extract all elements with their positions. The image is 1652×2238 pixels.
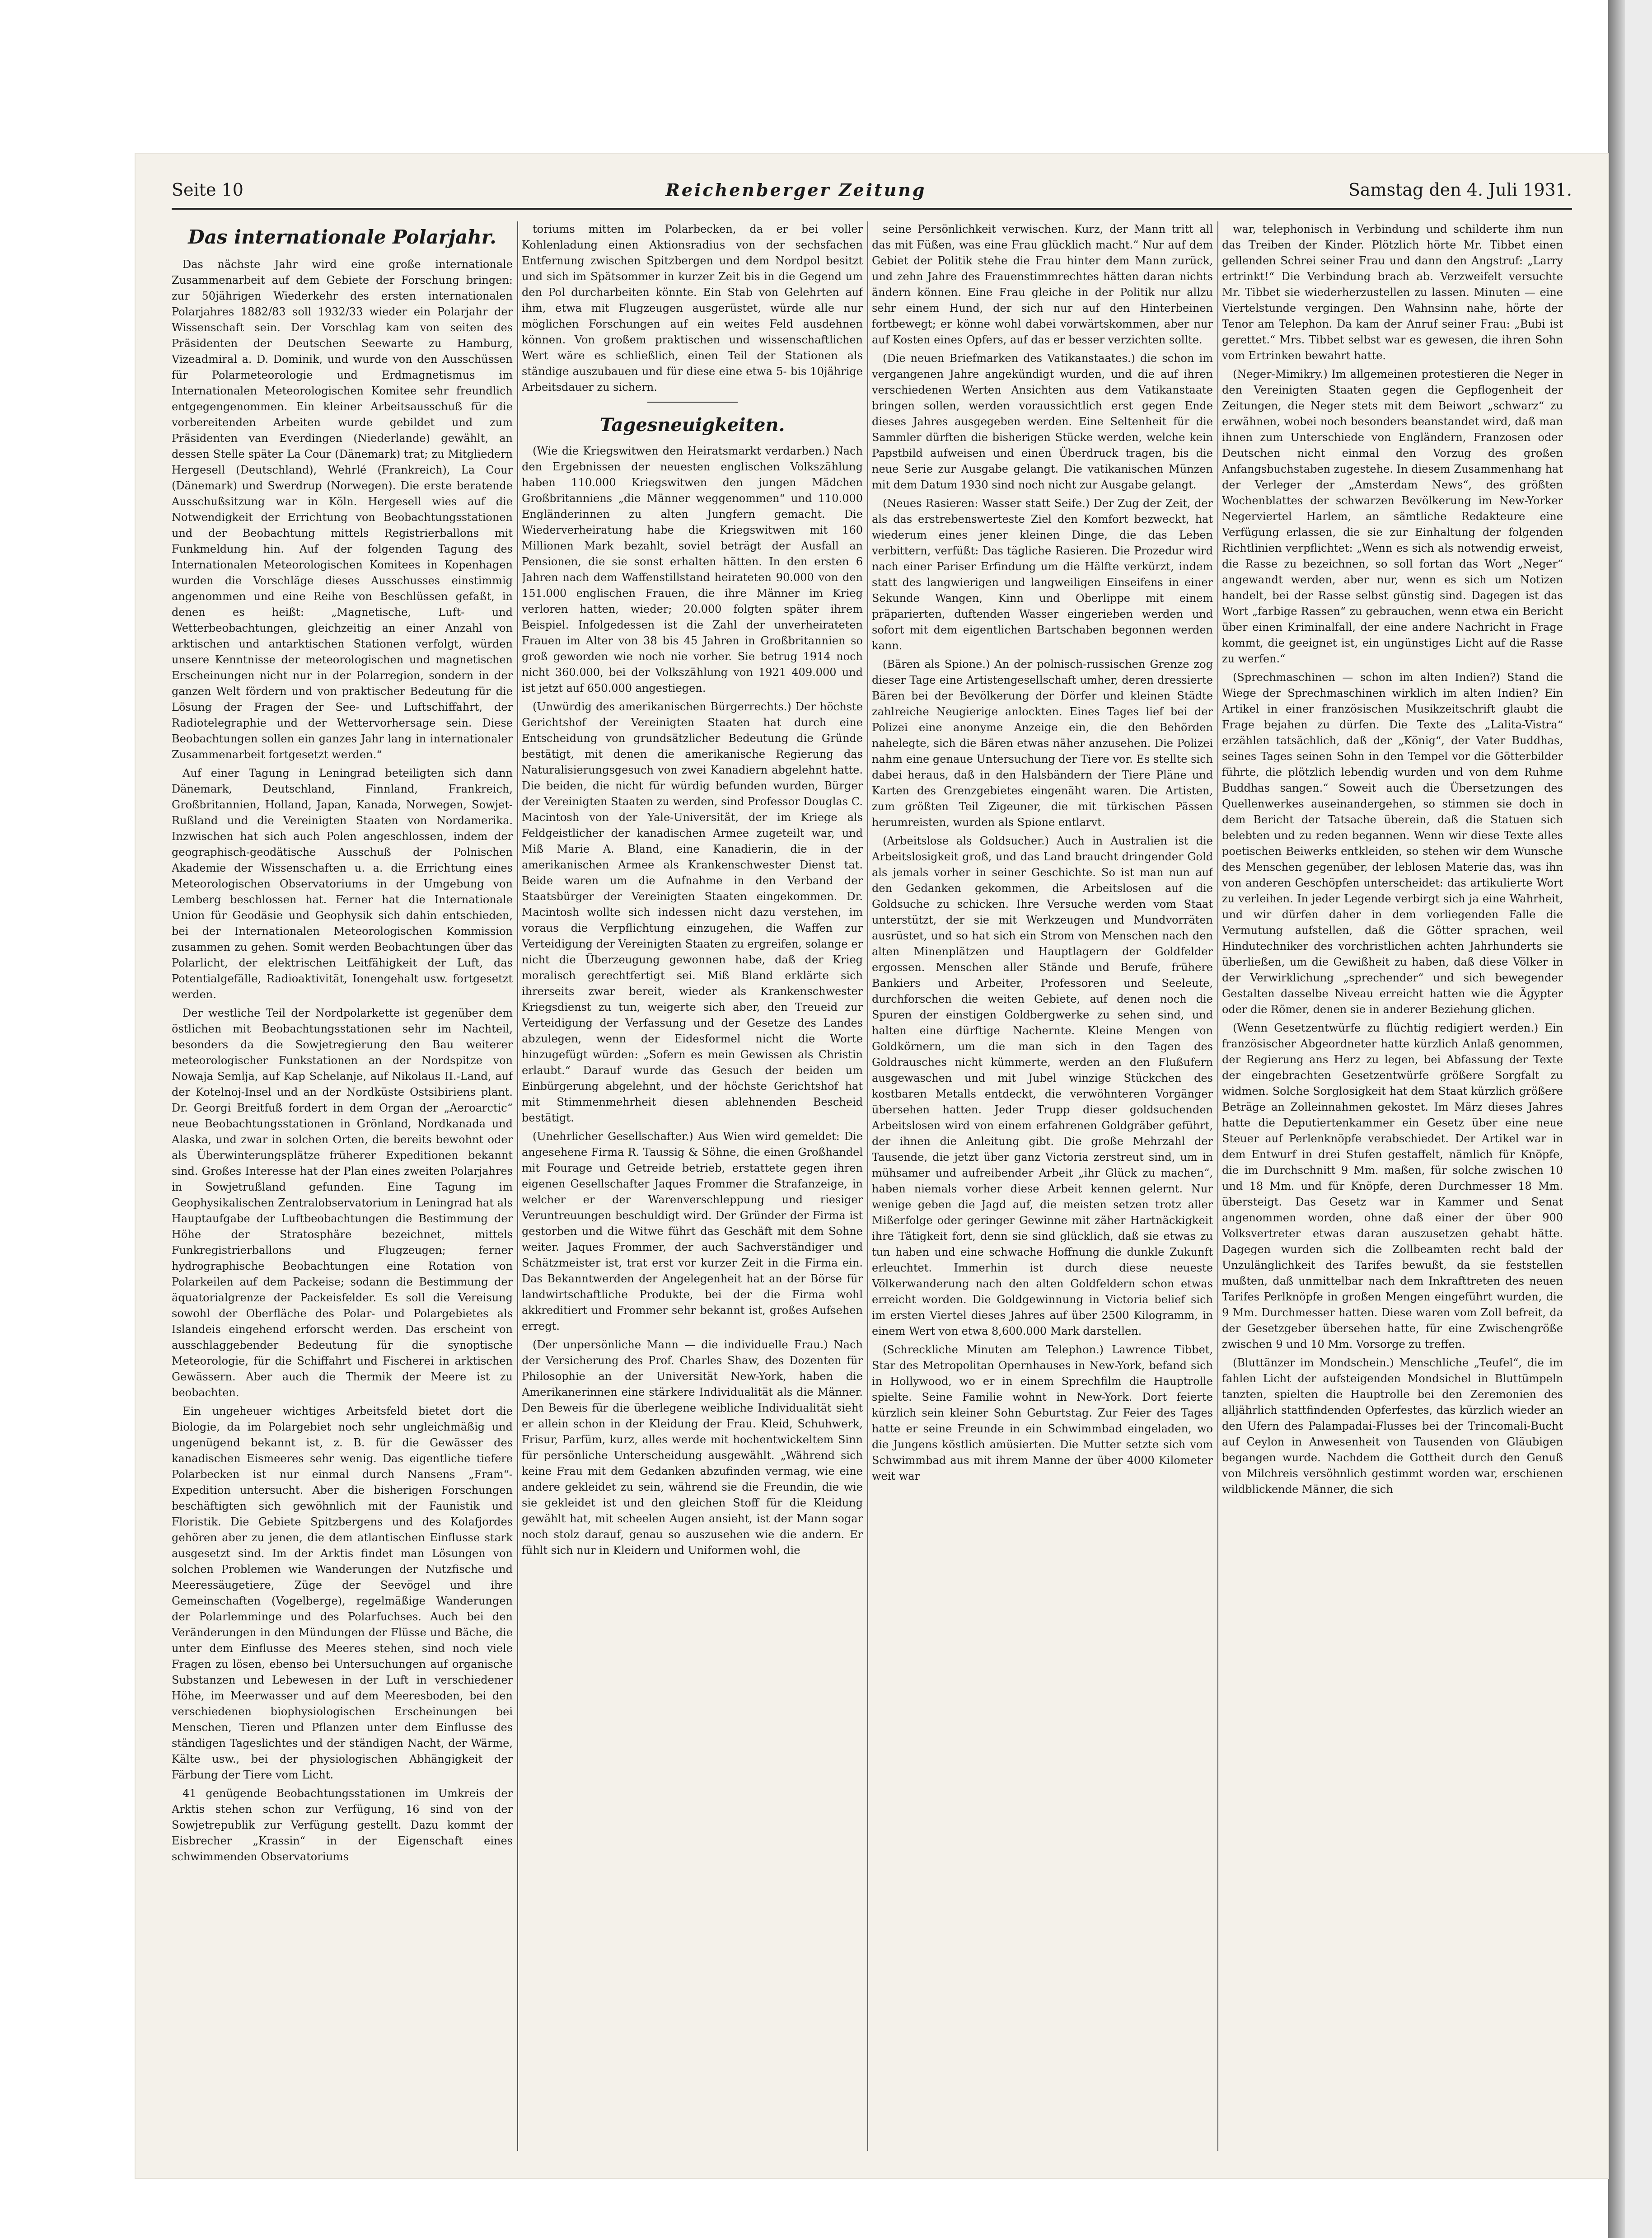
newspaper-page: [136, 154, 1608, 2178]
paragraph: Ein ungeheuer wichtiges Arbeitsfeld bietet dort die Biologie, da im Polargebiet noch sehr ungleichmäßig und ungenügend bekannt ist, z. B. für die Gewässer des kanadischen Eismeeres sehr wenig. Das eigentliche tiefere Polarbecken ist nur einmal durch Nansens „Fram“-Expedition untersucht. Aber die bisherigen Forschungen beschäftigten sich gewöhnlich mit der Faunistik und Floristik. Die Gebiete Spitzbergens und des Kolafjordes gehören aber zu jenen, die dem atlantischen Einflusse stark ausgesetzt sind. Im der Arktis findet man Lösungen von solchen Problemen wie Wanderungen der Nutzfische und Meeressäugetiere, Züge der Seevögel und ihre Gemeinschaften (Vogelberge), regelmäßige Wanderungen der Polarlemminge und des Polarfuchses. Auch bei den Veränderungen in den Mündungen der Flüsse und Bäche, die unter dem Einflusse des Meeres stehen, sind noch viele Fragen zu lösen, ebenso bei Untersuchungen auf organische Substanzen und Lebewesen in der Luft in verschiedener Höhe, im Meerwasser und auf dem Meeresboden, bei den verschiedenen biophysiologischen Erscheinungen bei Menschen, Tieren und Pflanzen unter dem Einflusse des ständigen Tageslichtes und der ständigen Nacht, der Wärme, Kälte usw., bei der physiologischen Abhängigkeit der Färbung der Tiere vom Licht.: [172, 1405, 513, 1781]
news-item: (Wenn Gesetzentwürfe zu flüchtig redigiert werden.) Ein französischer Abgeordneter hatte kürzlich Anlaß genommen, der Regierung ans Herz zu legen, bei Abfassung der Texte der eingebrachten Gesetzentwürfe größere Sorgfalt zu widmen. Solche Sorglosigkeit hat dem Staat kürzlich größere Beträge an Zolleinnahmen gekostet. Im März dieses Jahres hatte die Deputiertenkammer ein Gesetz über eine neue Steuer auf Perlenknöpfe verabschiedet. Der Artikel war in dem Entwurf in drei Stufen gestaffelt, nämlich für Knöpfe, die im Durchschnitt 9 Mm. maßen, für solche zwischen 10 und 18 Mm. und für Knöpfe, deren Durchmesser 18 Mm. übersteigt. Das Gesetz war in Kammer und Senat angenommen worden, ohne daß einer der über 900 Volksvertreter etwas daran auszusetzen gehabt hätte. Dagegen wurden sich die Zollbeamten recht bald der Unzulänglichkeit des Tarifes bewußt, da sie feststellen mußten, daß unmittelbar nach dem Inkrafttreten des neuen Tarifes Perlknöpfe in großen Mengen eingeführt wurden, die 9 Mm. Durchmesser hatten. Diese waren vom Zoll befreit, da der Gesetzgeber übersehen hatte, für eine Zwischengröße zwischen 9 und 10 Mm. Vorsorge zu treffen.: [1222, 1022, 1563, 1351]
paragraph: Das nächste Jahr wird eine große internationale Zusammenarbeit auf dem Gebiete der Forschung bringen: zur 50jährigen Wiederkehr des ersten internationalen Polarjahres 1882/83 soll 1932/33 wieder ein Polarjahr der Wissenschaft sein. Der Vorschlag kam von seiten des Präsidenten der Deutschen Seewarte zu Hamburg, Vizeadmiral a. D. Dominik, und wurde von den Ausschüssen für Polarmeteorologie und Erdmagnetismus im Internationalen Meteorologischen Komitee sehr freundlich entgegengenommen. Ein kleiner Arbeitsausschuß für die vorbereitenden Arbeiten wurde gebildet und zum Präsidenten van Everdingen (Niederlande) gewählt, an dessen Stelle später La Cour (Dänemark) trat; zu Mitgliedern Hergesell (Deutschland), Wehrlé (Frankreich), La Cour (Dänemark) und Swerdrup (Norwegen). Die erste beratende Ausschußsitzung war in Köln. Hergesell wies auf die Notwendigkeit der Errichtung von Beobachtungsstationen und der Beobachtung mittels Registrierballons mit Funkmeldung hin. Auf der folgenden Tagung des Internationalen Meteorologischen Komitees in Kopenhagen wurden die Vorschläge dieses Ausschusses einstimmig angenommen und eine Reihe von Beschlüssen gefaßt, in denen es heißt: „Magnetische, Luft- und Wetterbeobachtungen, gleichzeitig an einer Anzahl von arktischen und antarktischen Stationen verfolgt, würden unsere Kenntnisse der meteorologischen und magnetischen Erscheinungen nicht nur in der Polarregion, sondern in der ganzen Welt fördern und von praktischer Bedeutung für die Lösung der Fragen der See- und Luftschiffahrt, der Radiotelegraphie und der Wettervorhersage sein. Diese Beobachtungen sollen ein ganzes Jahr lang in internationaler Zusammenarbeit fortgesetzt werden.“: [172, 258, 513, 761]
column-1: [172, 221, 513, 2151]
section-rule: [647, 402, 738, 403]
page-header: [172, 172, 1572, 208]
article-title-polarjahr: Das internationale Polarjahr.: [188, 226, 496, 248]
news-item: (Neger-Mimikry.) Im allgemeinen protestieren die Neger in den Vereinigten Staaten gegen die Gepflogenheit der Zeitungen, die Neger stets mit dem Beiwort „schwarz“ zu erwähnen, wobei noch besonders beanstandet wird, daß man ihnen zum Unterschiede von Engländern, Franzosen oder Deutschen nicht einmal den Vorzug des großen Anfangsbuchstaben zugestehe. In diesem Zusammenhang hat der Verleger der „Amsterdam News“, des größten Wochenblattes der schwarzen Bevölkerung im New-Yorker Negerviertel Harlem, an sämtliche Redakteure eine Verfügung erlassen, die sie zur Einhaltung der folgenden Richtlinien verpflichtet: „Wenn es sich als notwendig erweist, die Rasse zu bezeichnen, so soll fortan das Wort „Neger“ angewandt werden, aber nur, wenn es sich um Notizen handelt, bei der Rasse selbst günstig sind. Dagegen ist das Wort „farbige Rassen“ zu gebrauchen, wenn etwa ein Bericht über einen Kriminalfall, der eine andere Nachricht in Frage kommt, die geeignet ist, ein ungünstiges Licht auf die Rasse zu werfen.“: [1222, 368, 1563, 665]
column-divider: [1217, 221, 1218, 2151]
news-item: (Der unpersönliche Mann — die individuelle Frau.) Nach der Versicherung des Prof. Charles Shaw, des Dozenten für Philosophie an der Universität New-York, haben die Amerikanerinnen eine stärkere Individualität als die Männer. Den Beweis für die überlegene weibliche Individualität sieht er allein schon in der Kleidung der Frau. Kleid, Schuhwerk, Frisur, Parfüm, kurz, alles werde mit hochentwickeltem Sinn für persönliche Unterscheidung ausgewählt. „Während sich keine Frau mit dem Gedanken abzufinden vermag, wie eine andere gekleidet zu sein, während sie die Freundin, die wie sie gekleidet ist und den gleichen Stoff für die Kleidung gewählt hat, mit scheelen Augen ansieht, ist der Mann sogar noch stolz darauf, genau so auszusehen wie die andern. Er fühlt sich nur in Kleidern und Uniformen wohl, die: [522, 1338, 863, 1557]
news-item: (Sprechmaschinen — schon im alten Indien?) Stand die Wiege der Sprechmaschinen wirklich im alten Indien? Ein Artikel in einer französischen Musikzeitschrift glaubt die Frage bejahen zu dürfen. Die Texte des „Lalita-Vistra“ erzählen tatsächlich, daß der „König“, der Vater Buddhas, seines Tages seinen Sohn in den Tempel vor die Götterbilder führte, die plötzlich lebendig wurden und von dem Ruhme Buddhas sangen.“ Soweit auch die Übersetzungen des Quellenwerkes auseinandergehen, so stimmen sie doch in dem Bericht der Tatsache überein, daß die Statuen sich belebten und zu reden begannen. Wenn wir diese Texte alles poetischen Beiwerks entkleiden, so stehen wir dem Wunsche des Menschen gegenüber, der leblosen Materie das, was ihn von anderen Geschöpfen unterscheidet: das artikulierte Wort zu verleihen. In jeder Legende verbirgt sich ja eine Wahrheit, und wir dürfen daher in dem vorliegenden Falle die Vermutung aufstellen, daß die Götter sprachen, weil Hindutechniker des vorchristlichen achten Jahrhunderts sie überließen, um die Gewißheit zu haben, daß diese Völker in der Verwirklichung „sprechender“ und sich bewegender Gestalten dasselbe Niveau erreicht hatten wie die Ägypter oder die Römer, denen sie in anderer Beziehung glichen.: [1222, 671, 1563, 1016]
news-item: (Bluttänzer im Mondschein.) Menschliche „Teufel“, die im fahlen Licht der aufsteigenden Mondsichel in Bluttümpeln tanzten, spielten die Hauptrolle bei den Zeremonien des alljährlich stattfindenden Opferfestes, das kürzlich wieder an den Ufern des Palampadai-Flusses bei der Trincomali-Bucht auf Ceylon in Anwesenheit von Tausenden von Gläubigen begangen wurde. Nachdem die Gottheit durch den Genuß von Milchreis versöhnlich gestimmt worden war, erschienen wildblickende Männer, die sich: [1222, 1356, 1563, 1496]
header-rule: [172, 208, 1572, 210]
news-item: (Neues Rasieren: Wasser statt Seife.) Der Zug der Zeit, der als das erstrebenswerteste Ziel den Komfort bezweckt, hat wiederum eines jener kleinen Dinge, die das Leben verbittern, verfüßt: Das tägliche Rasieren. Die Prozedur wird nach einer Pariser Erfindung um die Hälfte verkürzt, indem statt des langwierigen und langweiligen Einseifens in einer Sekunde Wangen, Kinn und Oberlippe mit einem präparierten, duftenden Wasser eingerieben werden und sofort mit dem eigentlichen Bartschaben begonnen werden kann.: [872, 497, 1213, 652]
column-4: [1222, 221, 1563, 2151]
scan-shadow: [1608, 0, 1625, 2238]
paragraph: war, telephonisch in Verbindung und schilderte ihm nun das Treiben der Kinder. Plötzlich hörte Mr. Tibbet einen gellenden Schrei seiner Frau und dann den Angstruf: „Larry ertrinkt!“ Die Verbindung brach ab. Verzweifelt versuchte Mr. Tibbet sie wiederherzustellen zu lassen. Minuten — eine Viertelstunde vergingen. Den Wahnsinn nahe, hörte der Tenor am Telephon. Da kam der Anruf seiner Frau: „Bubi ist gerettet.“ Mrs. Tibbet selbst war es gewesen, die ihren Sohn vom Ertrinken bewahrt hatte.: [1222, 223, 1563, 362]
news-item: (Wie die Kriegswitwen den Heiratsmarkt verdarben.) Nach den Ergebnissen der neuesten englischen Volkszählung haben 110.000 Kriegswitwen den jungen Mädchen Großbritanniens „die Männer weggenommen“ und 110.000 Engländerinnen zu alten Jungfern gemacht. Die Wiederverheiratung habe die Kriegswitwen mit 160 Millionen Mark bezahlt, soviel beträgt der Ausfall an Pensionen, die sie sonst erhalten hätten. In den ersten 6 Jahren nach dem Waffenstillstand heirateten 90.000 von den 151.000 englischen Frauen, die ihre Männer im Krieg verloren hatten, wieder; 20.000 folgten später ihrem Beispiel. Infolgedessen ist die Zahl der unverheirateten Frauen im Alter von 38 bis 45 Jahren in Großbritannien so groß geworden wie noch nie vorher. Sie betrug 1914 noch nicht 360.000, bei der Volkszählung von 1921 409.000 und ist jetzt auf 650.000 angestiegen.: [522, 445, 863, 694]
news-item: (Unwürdig des amerikanischen Bürgerrechts.) Der höchste Gerichtshof der Vereinigten Staaten hat durch eine Entscheidung von grundsätzlicher Bedeutung die Gründe bestätigt, mit denen die amerikanische Regierung das Naturalisierungsgesuch von zwei Kanadiern abgelehnt hatte. Die beiden, die nicht für würdig befunden wurden, Bürger der Vereinigten Staaten zu werden, sind Professor Douglas C. Macintosh von der Yale-Universität, der im Kriege als Feldgeistlicher der kanadischen Armee zugeteilt war, und Miß Marie A. Bland, eine Kanadierin, die in der amerikanischen Armee als Krankenschwester Dienst tat. Beide waren um die Aufnahme in den Verband der Staatsbürger der Vereinigten Staaten eingekommen. Dr. Macintosh wollte sich indessen nicht dazu verstehen, im voraus die Verpflichtung einzugehen, die Waffen zur Verteidigung der Vereinigten Staaten zu ergreifen, solange er nicht die Überzeugung gewonnen habe, daß der Krieg moralisch gerechtfertigt sei. Miß Bland erklärte sich ihrerseits zwar bereit, wieder als Krankenschwester Kriegsdienst zu tun, weigerte sich aber, den Treueid zur Verteidigung der Verfassung und der Gesetze des Landes abzulegen, wenn der Eidesformel nicht die Worte hinzugefügt würden: „Sofern es mein Gewissen als Christin erlaubt.“ Darauf wurde das Gesuch der beiden um Einbürgerung abgelehnt, und der höchste Gerichtshof hat mit Stimmenmehrheit diesen ablehnenden Bescheid bestätigt.: [522, 700, 863, 1124]
scan-edge-strip: [1625, 0, 1652, 2238]
page-number: Seite 10: [172, 180, 243, 200]
news-item: (Unehrlicher Gesellschafter.) Aus Wien wird gemeldet: Die angesehene Firma R. Taussig & Söhne, die einen Großhandel mit Fourage und Getreide betrieb, erstattete gegen ihren eigenen Gesellschafter Jaques Frommer die Strafanzeige, in welcher er der Warenverschleppung und riesiger Veruntreuungen beschuldigt wird. Der Gründer der Firma ist gestorben und die Witwe führt das Geschäft mit dem Sohne weiter. Jaques Frommer, der auch Sachverständiger und Schätzmeister ist, trat erst vor kurzer Zeit in die Firma ein. Das Bekanntwerden der Angelegenheit hat an der Börse für landwirtschaftliche Produkte, bei der die Firma wohl akkreditiert und Frommer sehr bekannt ist, großes Aufsehen erregt.: [522, 1130, 863, 1332]
paragraph: Auf einer Tagung in Leningrad beteiligten sich dann Dänemark, Deutschland, Finnland, Frankreich, Großbritannien, Holland, Japan, Kanada, Norwegen, Sowjet-Rußland und die Vereinigten Staaten von Nordamerika. Inzwischen hat sich auch Polen angeschlossen, indem der geographisch-geodätische Ausschuß der Polnischen Akademie der Wissenschaften u. a. die Errichtung eines Meteorologischen Observatoriums in der Umgebung von Lemberg beschlossen hat. Ferner hat die Internationale Union für Geodäsie und Geophysik sich dahin entschieden, bei der Internationalen Meteorologischen Kommission zusammen zu gehen. Somit werden Beobachtungen über das Polarlicht, der elektrischen Leitfähigkeit der Luft, das Potentialgefälle, Radioaktivität, Ionengehalt usw. fortgesetzt werden.: [172, 767, 513, 1001]
news-item: (Bären als Spione.) An der polnisch-russischen Grenze zog dieser Tage eine Artistengesellschaft umher, deren dressierte Bären bei der Bevölkerung der Dörfer und kleinen Städte zahlreiche Neugierige anlockten. Eines Tages lief bei der Polizei eine anonyme Anzeige ein, die den Behörden nahelegte, sich die Bären etwas näher anzusehen. Die Polizei nahm eine genaue Untersuchung der Tiere vor. Es stellte sich dabei heraus, daß in den Halsbändern der Tiere Pläne und Karten des Grenzgebietes eingenäht waren. Die Artisten, zum größten Teil Zigeuner, die mit türkischen Pässen herumreisten, wurden als Spione entlarvt.: [872, 658, 1213, 829]
column-divider: [867, 221, 868, 2151]
column-2: [522, 221, 863, 2151]
news-item: (Die neuen Briefmarken des Vatikanstaates.) die schon im vergangenen Jahre angekündigt wurden, und die auf ihren verschiedenen Werten Ansichten aus dem Vatikanstaate bringen sollen, werden voraussichtlich erst gegen Ende dieses Jahres ausgegeben werden. Eine Seltenheit für die Sammler dürften die bisherigen Stücke werden, welche kein Papstbild aufweisen und einen Überdruck tragen, bis die neue Serie zur Ausgabe gelangt. Die vatikanischen Münzen mit dem Datum 1930 sind noch nicht zur Ausgabe gelangt.: [872, 352, 1213, 491]
paragraph: 41 genügende Beobachtungsstationen im Umkreis der Arktis stehen schon zur Verfügung, 16 sind von der Sowjetrepublik zur Verfügung gestellt. Dazu kommt der Eisbrecher „Krassin“ in der Eigenschaft eines schwimmenden Observatoriums: [172, 1787, 513, 1863]
issue-date: Samstag den 4. Juli 1931.: [1348, 180, 1572, 200]
news-item: (Arbeitslose als Goldsucher.) Auch in Australien ist die Arbeitslosigkeit groß, und das Land braucht dringender Gold als jemals vorher in seiner Geschichte. So ist man nun auf den Gedanken gekommen, die Arbeitslosen auf die Goldsuche zu schicken. Ihre Versuche werden vom Staat unterstützt, der sie mit Werkzeugen und Mundvorräten ausrüstet, und so hat sich ein Strom von Menschen nach den alten Minenplätzen und Hauptlagern der Goldfelder ergossen. Menschen aller Stände und Berufe, frühere Bankiers und Arbeiter, Professoren und Seeleute, durchforschen die weiten Gebiete, auf denen noch die Spuren der einstigen Goldbergwerke zu sehen sind, und halten eine dürftige Nachernte. Kleine Mengen von Goldkörnern, um die man sich in den Tagen des Goldrausches nicht kümmerte, werden an den Flußufern ausgewaschen und mit Jubel winzige Stückchen des kostbaren Metalls entdeckt, die verwöhnteren Vorgänger übersehen hatten. Jeder Trupp dieser goldsuchenden Arbeitslosen wird von einem erfahrenen Goldgräber geführt, der ihnen die Anleitung gibt. Die große Mehrzahl der Tausende, die jetzt über ganz Victoria zerstreut sind, um in mühsamer und aufreibender Arbeit „ihr Glück zu machen“, haben niemals vorher diese Arbeit kennen gelernt. Nur wenige geben die Jagd auf, die meisten setzen trotz aller Mißerfolge oder geringer Gewinne mit zäher Hartnäckigkeit ihre Tätigkeit fort, denn sie sind glücklich, daß sie etwas zu tun haben und eine schwache Hoffnung die dunkle Zukunft erleuchtet. Immerhin ist durch diese neueste Völkerwanderung nach den alten Goldfeldern schon etwas erreicht worden. Die Goldgewinnung in Victoria belief sich im ersten Viertel dieses Jahres auf über 2500 Kilogramm, in einem Wert von etwa 8,600.000 Mark darstellen.: [872, 835, 1213, 1337]
column-divider: [517, 221, 518, 2151]
paragraph: seine Persönlichkeit verwischen. Kurz, der Mann tritt all das mit Füßen, was eine Frau glücklich macht.“ Nur auf dem Gebiet der Politik stehe die Frau hinter dem Mann zurück, und zehn Jahre des Frauenstimmrechtes hätten daran nichts ändern können. Eine Frau gleiche in der Politik nur allzu sehr einem Hund, der sich nur auf den Hinterbeinen fortbewegt; er könne wohl dabei vorwärtskommen, aber nur auf Kosten eines Opfers, auf das er besser verzichten sollte.: [872, 223, 1213, 346]
column-3: [872, 221, 1213, 2151]
masthead: Reichenberger Zeitung: [665, 179, 927, 200]
paragraph: Der westliche Teil der Nordpolarkette ist gegenüber dem östlichen mit Beobachtungsstationen sehr im Nachteil, besonders da die Sowjetregierung den Bau weiterer meteorologischer Funkstationen an der Nordspitze von Nowaja Semlja, auf Kap Schelanje, auf Nikolaus II.-Land, auf der Kotelnoj-Insel und an der Nordküste Ostsibiriens plant. Dr. Georgi Breitfuß fordert in dem Organ der „Aeroarctic“ neue Beobachtungsstationen in Grönland, Nordkanada und Alaska, und zwar in solchen Orten, die bereits bewohnt oder als Überwinterungsplätze früherer Expeditionen bekannt sind. Großes Interesse hat der Plan eines zweiten Polarjahres in Sowjetrußland gefunden. Eine Tagung im Geophysikalischen Zentralobservatorium in Leningrad hat als Hauptaufgabe der Luftbeobachtungen die Bestimmung der Höhe der Stratosphäre bezeichnet, mittels Funkregistrierballons und Flugzeugen; ferner hydrographische Beobachtungen eine Rotation von Polarkeilen auf dem Packeise; sodann die Bestimmung der äquatorialgrenze der Packeisfelder. Es soll die Vereisung sowohl der Oberfläche des Polar- und Polargebietes als Islandeis eingehend erforscht werden. Das erscheint von ausschlaggebender Bedeutung für die synoptische Meteorologie, für die Schiffahrt und Fischerei in arktischen Gewässern. Aber auch die Thermik der Meere ist zu beobachten.: [172, 1007, 513, 1399]
paragraph: toriums mitten im Polarbecken, da er bei voller Kohlenladung einen Aktionsradius von der sechsfachen Entfernung zwischen Spitzbergen und dem Nordpol besitzt und sich im Spätsommer in kurzer Zeit bis in die Gegend um den Pol durcharbeiten könnte. Ein Stab von Gelehrten auf ihm, etwa mit Flugzeugen ausgerüstet, würde alle nur möglichen Forschungen auf ein weites Feld ausdehnen können. Von großem praktischen und wissenschaftlichen Wert wäre es schließlich, einen Teil der Stationen als ständige auszubauen und für diese eine etwa 5- bis 10jährige Arbeitsdauer zu sichern.: [522, 223, 863, 394]
section-title-tagesneuigkeiten: Tagesneuigkeiten.: [599, 414, 785, 436]
news-item: (Schreckliche Minuten am Telephon.) Lawrence Tibbet, Star des Metropolitan Opernhauses in New-York, befand sich in Hollywood, wo er in einem Sprechfilm die Hauptrolle spielte. Seine Familie wohnt in New-York. Dort feierte kürzlich sein kleiner Sohn Geburtstag. Zur Feier des Tages hatte er seine Freunde in ein Schwimmbad eingeladen, wo die Jungens köstlich amüsierten. Die Mutter setzte sich vom Schwimmbad aus mit ihrem Manne der über 4000 Kilometer weit war: [872, 1343, 1213, 1483]
